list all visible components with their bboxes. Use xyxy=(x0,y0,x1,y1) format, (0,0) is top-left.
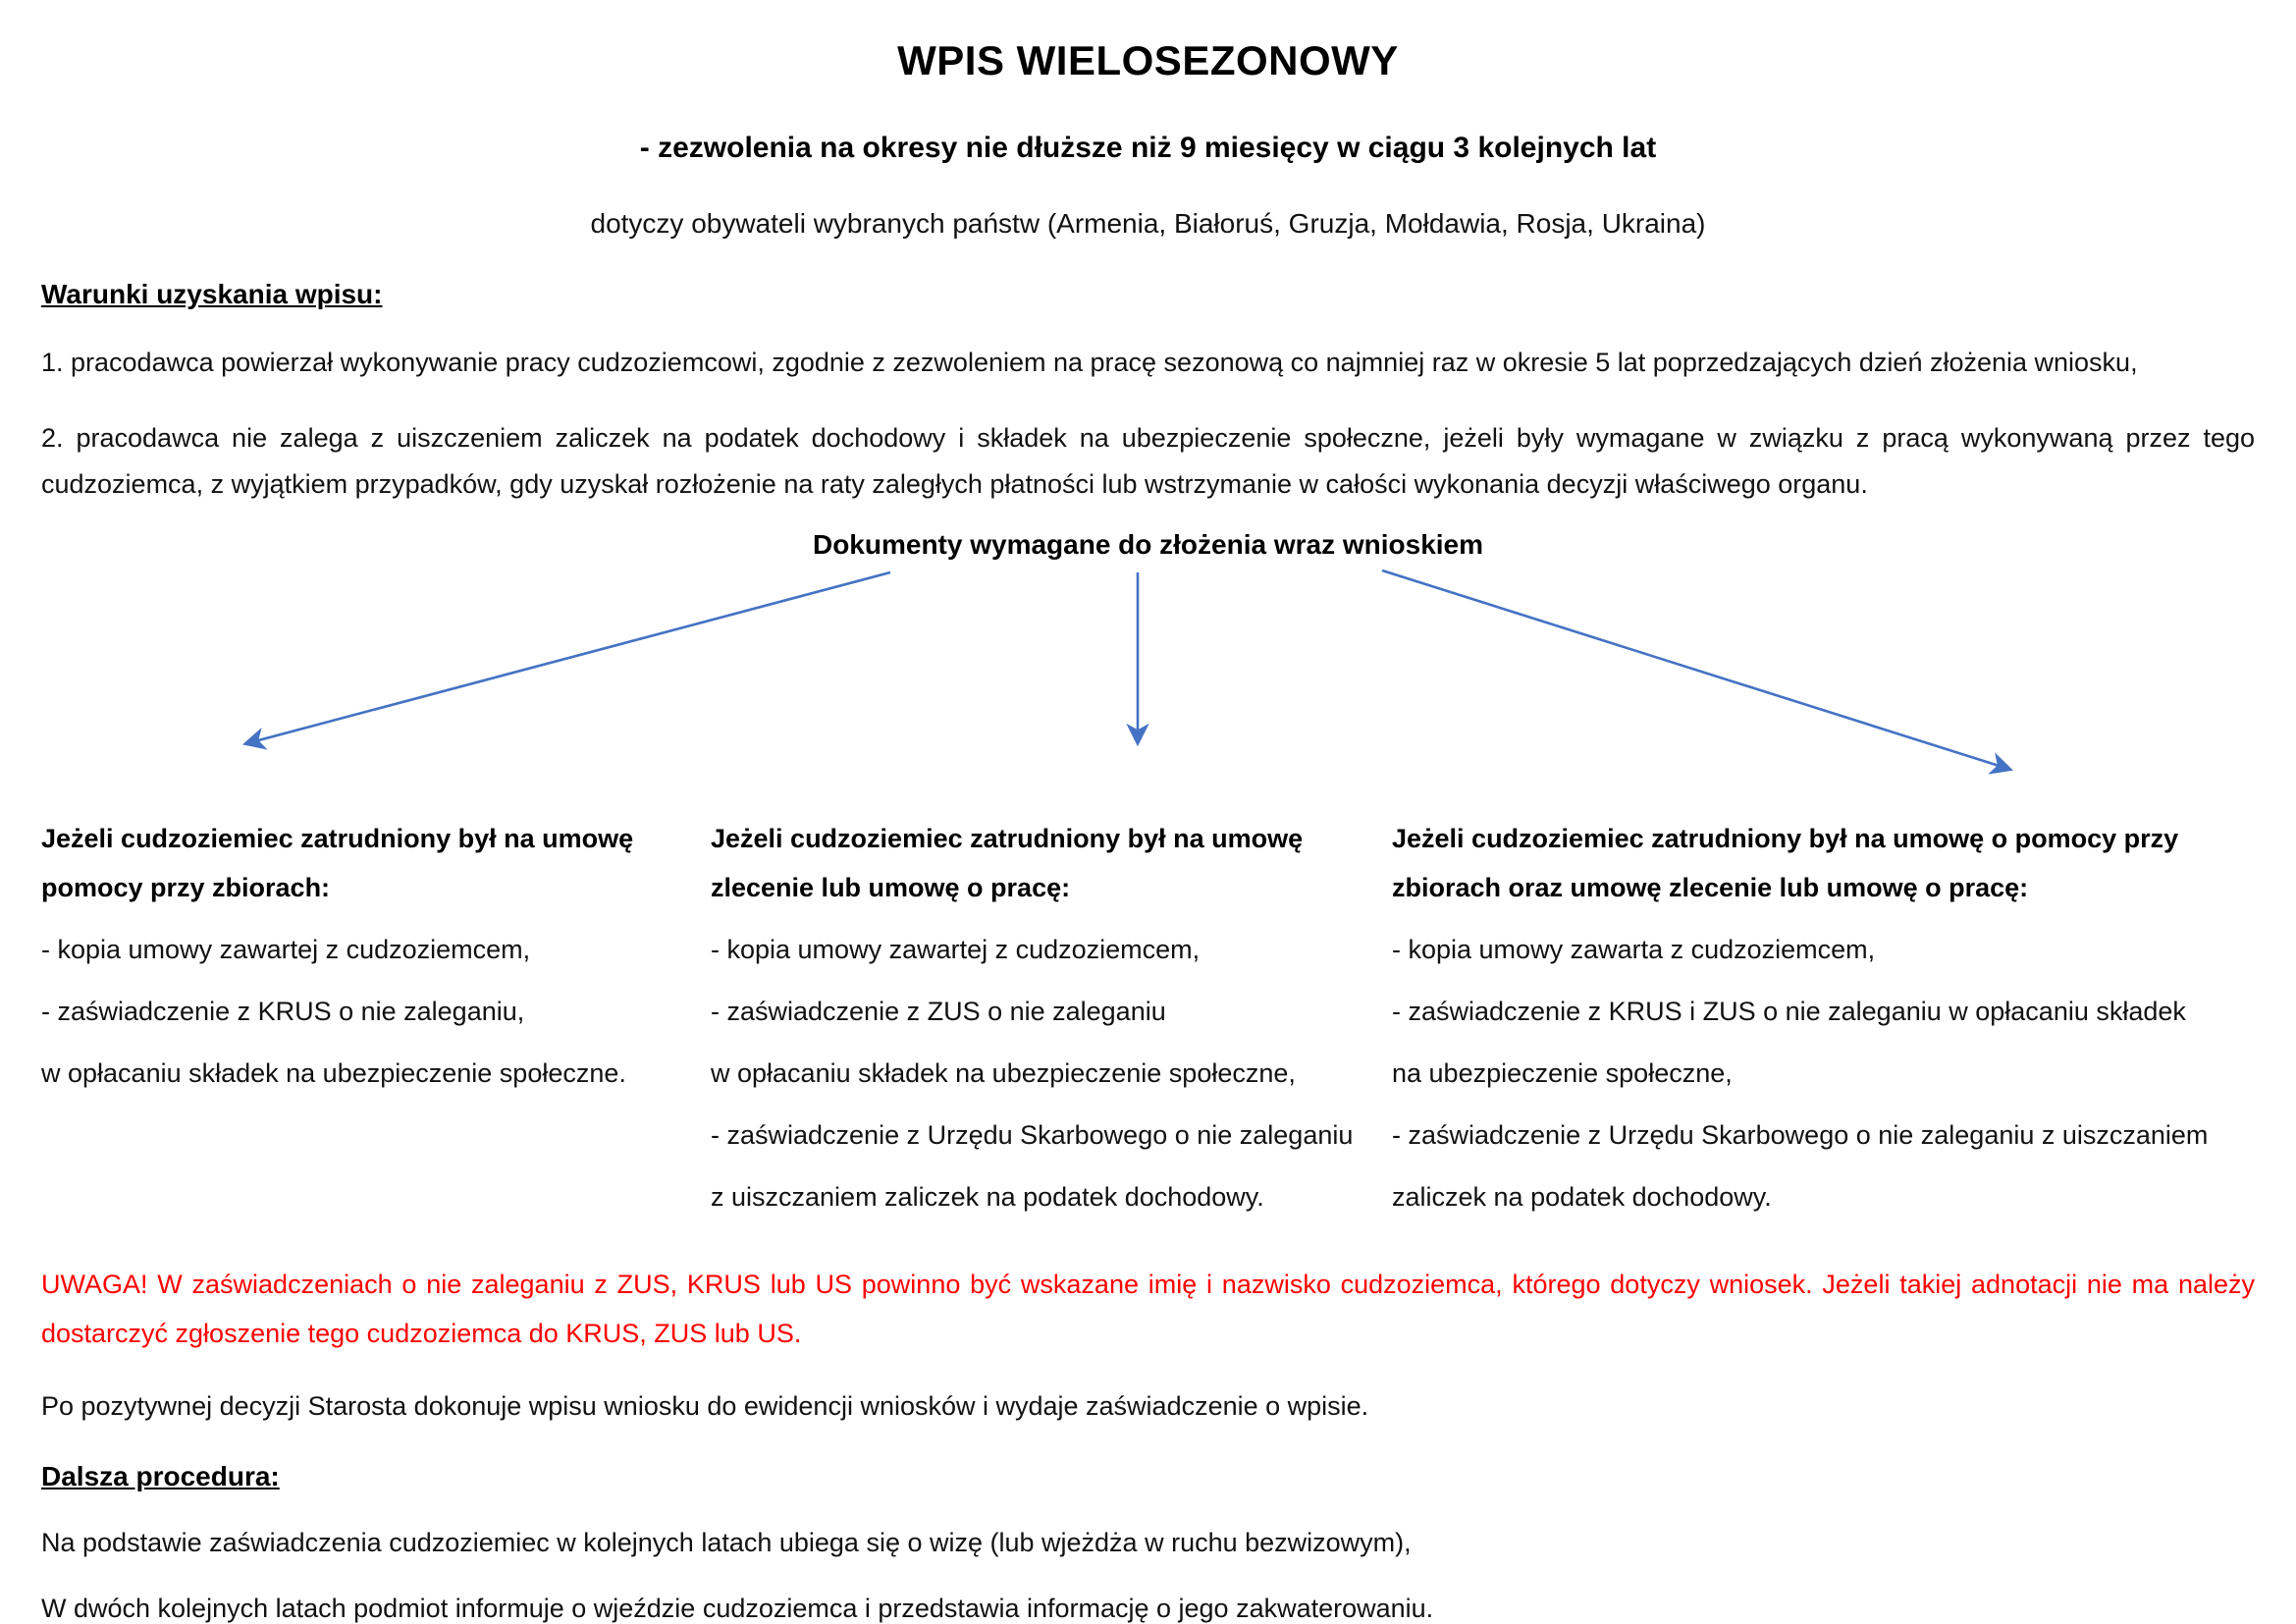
document-line: zaliczek na podatek dochodowy. xyxy=(1392,1182,1772,1212)
arrows-svg xyxy=(41,568,2255,783)
documents-heading: Dokumenty wymagane do złożenia wraz wnioskiem xyxy=(812,529,1484,560)
document-line: - kopia umowy zawartej z cudzoziemcem, xyxy=(711,935,1201,964)
document-line: w opłacaniu składek na ubezpieczenie społeczne, xyxy=(711,1058,1296,1088)
scope-line: dotyczy obywateli wybranych państw (Armenia, Białoruś, Gruzja, Mołdawia, Rosja, Ukraina) xyxy=(590,208,1706,239)
document-line: w opłacaniu składek na ubezpieczenie społeczne. xyxy=(41,1058,626,1088)
arrow-right xyxy=(1382,570,2008,769)
decision-line: Po pozytywnej decyzji Starosta dokonuje wpisu wniosku do ewidencji wniosków i wydaje zaświadczenie o wpisie. xyxy=(41,1391,1369,1421)
procedure-heading: Dalsza procedura: xyxy=(41,1461,280,1491)
document-line: - kopia umowy zawarta z cudzoziemcem, xyxy=(1392,935,1876,964)
documents-column-harvest-help xyxy=(41,814,677,1234)
page-title: WPIS WIELOSEZONOWY xyxy=(897,37,1399,83)
procedure-item-1: Na podstawie zaświadczenia cudzoziemiec w kolejnych latach ubiega się o wizę (lub wjeżdża w ruchu bezwizowym), xyxy=(41,1528,1412,1557)
page-subtitle: - zezwolenia na okresy nie dłuższe niż 9 miesięcy w ciągu 3 kolejnych lat xyxy=(639,132,1657,164)
arrows-diagram xyxy=(41,568,2255,783)
condition-item-2: 2. pracodawca nie zalega z uiszczeniem zaliczek na podatek dochodowy i składek na ubezpieczenie społeczne, jeżeli były wymagane w związku z pracą wykonywaną przez tego cudzoziemca, z wyjątkiem przypadków, gdy uzyskał rozłożenie na raty zaległych płatności lub wstrzymanie w całości wykonania decyzji właściwego organu. xyxy=(41,423,2255,499)
documents-columns xyxy=(41,814,2255,1234)
document-line: - kopia umowy zawartej z cudzoziemcem, xyxy=(41,935,531,964)
document-line: - zaświadczenie z KRUS i ZUS o nie zaleganiu w opłacaniu składek xyxy=(1392,997,2186,1026)
documents-column-mandate-or-employment xyxy=(711,814,1359,1234)
document-line: z uiszczaniem zaliczek na podatek dochodowy. xyxy=(711,1182,1264,1212)
procedure-item-2: W dwóch kolejnych latach podmiot informuje o wjeździe cudzoziemca i przedstawia informację o jego zakwaterowaniu. xyxy=(41,1594,1434,1623)
column-heading: Jeżeli cudzoziemiec zatrudniony był na umowę o pomocy przy zbiorach oraz umowę zlecenie lub umowę o pracę: xyxy=(1392,824,2179,902)
document-line: - zaświadczenie z ZUS o nie zaleganiu xyxy=(711,997,1166,1026)
document-line: na ubezpieczenie społeczne, xyxy=(1392,1058,1733,1088)
document-line: - zaświadczenie z Urzędu Skarbowego o nie zaleganiu xyxy=(711,1120,1354,1150)
warning-notice: UWAGA! W zaświadczeniach o nie zaleganiu z ZUS, KRUS lub US powinno być wskazane imię i nazwisko cudzoziemca, którego dotyczy wniosek. Jeżeli takiej adnotacji nie ma należy dostarczyć zgłoszenie tego cudzoziemca do KRUS, ZUS lub US. xyxy=(41,1270,2255,1348)
column-heading: Jeżeli cudzoziemiec zatrudniony był na umowę pomocy przy zbiorach: xyxy=(41,824,634,902)
condition-item-1: 1. pracodawca powierzał wykonywanie pracy cudzoziemcowi, zgodnie z zezwoleniem na pracę sezonową co najmniej raz w okresie 5 lat poprzedzających dzień złożenia wniosku, xyxy=(41,348,2138,377)
conditions-heading: Warunki uzyskania wpisu: xyxy=(41,279,383,309)
document-line: - zaświadczenie z Urzędu Skarbowego o nie zaleganiu z uiszczaniem xyxy=(1392,1120,2209,1150)
documents-column-combined-contracts xyxy=(1392,814,2256,1234)
arrow-left xyxy=(247,572,890,743)
document-line: - zaświadczenie z KRUS o nie zaleganiu, xyxy=(41,997,525,1026)
column-heading: Jeżeli cudzoziemiec zatrudniony był na umowę zlecenie lub umowę o pracę: xyxy=(711,824,1304,902)
